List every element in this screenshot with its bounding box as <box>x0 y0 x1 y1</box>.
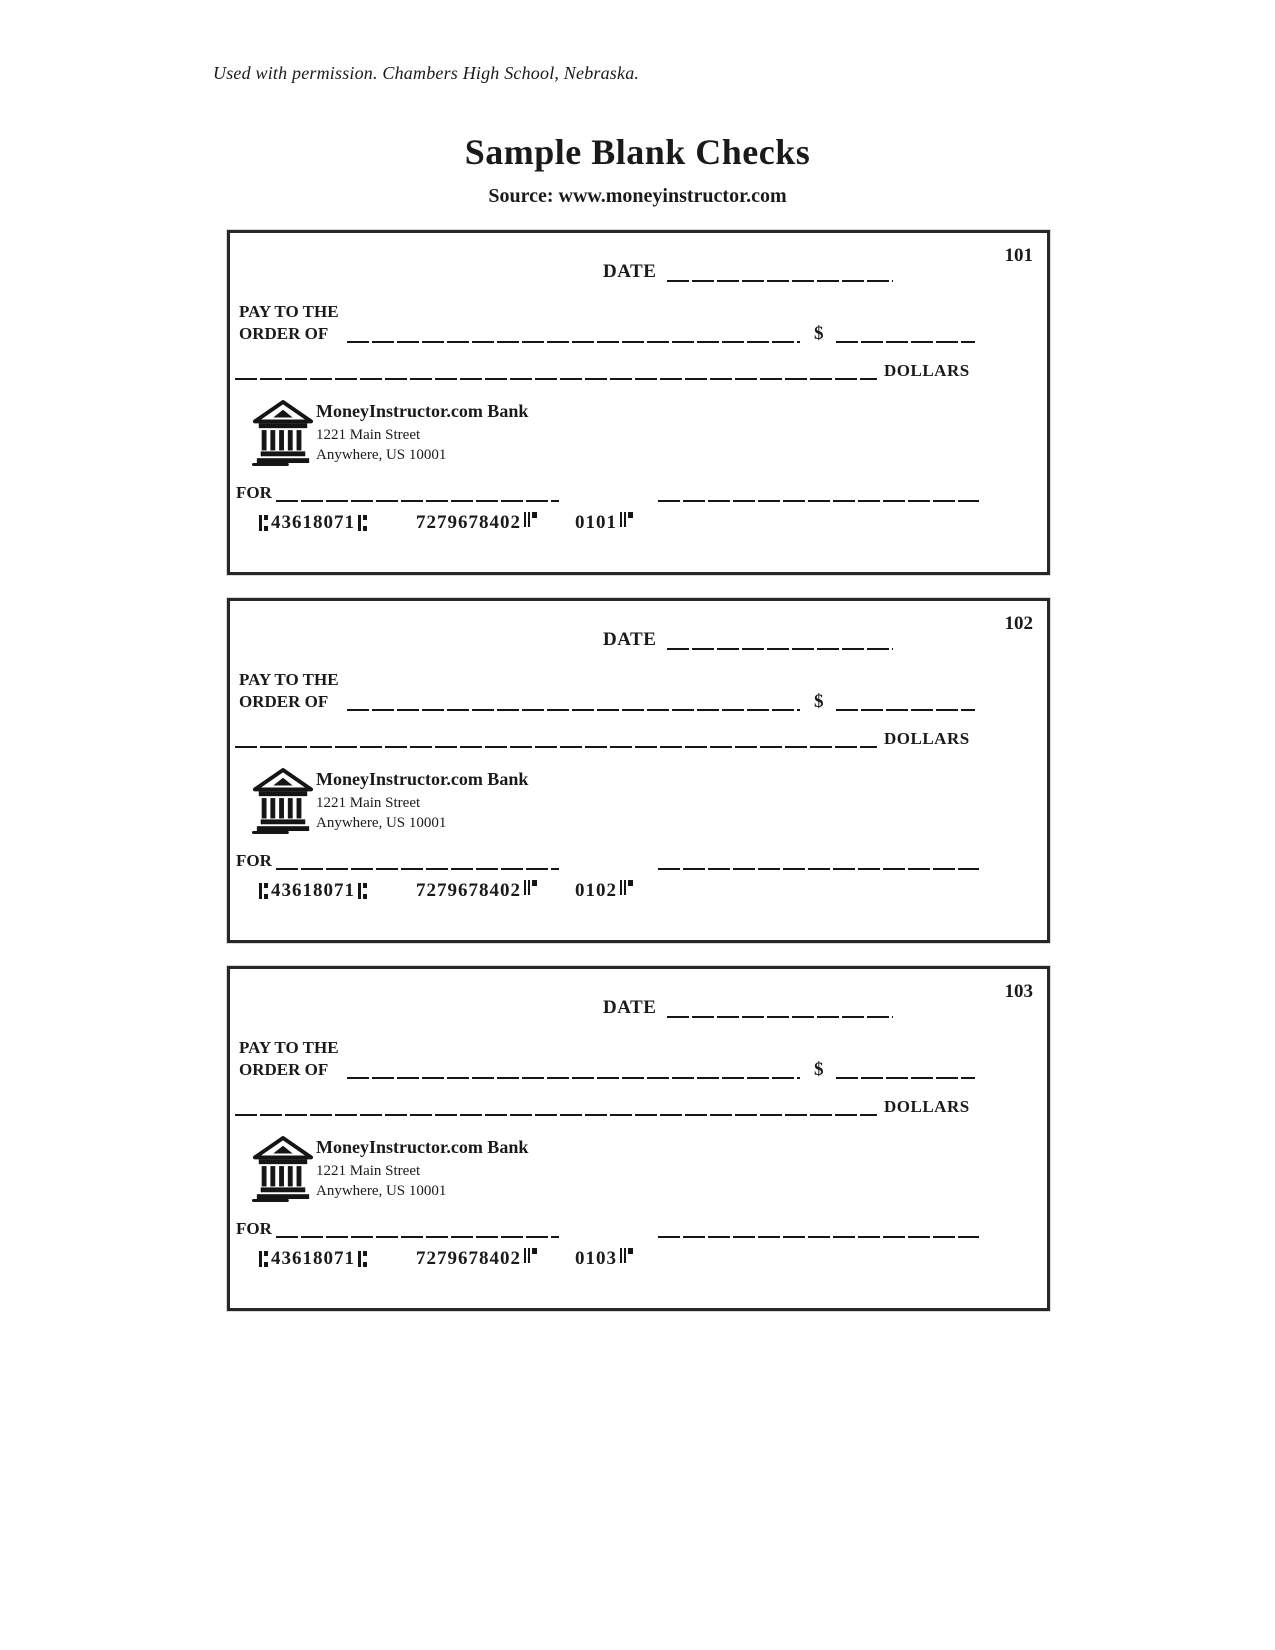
dollar-sign: $ <box>814 1059 824 1080</box>
micr-routing-number: 43618071 <box>271 880 355 901</box>
for-blank-line <box>276 1236 559 1238</box>
micr-line <box>256 879 633 903</box>
micr-transit-icon <box>358 883 367 899</box>
dollar-sign: $ <box>814 691 824 712</box>
date-label: DATE <box>603 997 657 1018</box>
date-blank-line <box>667 1016 893 1018</box>
check <box>227 230 1050 575</box>
micr-routing-group <box>256 512 370 534</box>
micr-account-number: 7279678402 <box>416 512 521 533</box>
permission-note: Used with permission. Chambers High School, Nebraska. <box>213 63 640 83</box>
date-blank-line <box>667 648 893 650</box>
dollars-label: DOLLARS <box>884 729 970 748</box>
micr-routing-number: 43618071 <box>271 512 355 533</box>
micr-transit-icon <box>259 883 268 899</box>
source-line: Source: www.moneyinstructor.com <box>488 185 787 207</box>
micr-serial-group <box>575 512 633 534</box>
pay-to-the-label: PAY TO THE <box>239 670 339 689</box>
for-blank-line <box>276 500 559 502</box>
order-of-label: ORDER OF <box>239 324 329 343</box>
micr-onus-icon <box>620 1248 633 1264</box>
amount-words-blank-line <box>235 1114 877 1116</box>
micr-routing-group <box>256 880 370 902</box>
check <box>227 966 1050 1311</box>
bank-city: Anywhere, US 10001 <box>316 1183 447 1199</box>
check <box>227 598 1050 943</box>
bank-info-block <box>316 401 636 465</box>
micr-transit-icon <box>259 515 268 531</box>
micr-transit-icon <box>358 1251 367 1267</box>
micr-check-serial: 0101 <box>575 512 617 533</box>
order-of-label: ORDER OF <box>239 1060 329 1079</box>
date-label: DATE <box>603 629 657 650</box>
check-number: 103 <box>1004 981 1033 1002</box>
bank-building-icon <box>252 399 314 467</box>
micr-serial-group <box>575 1248 633 1270</box>
check-number: 101 <box>1004 245 1033 266</box>
for-label: FOR <box>236 483 272 502</box>
pay-to-the-label: PAY TO THE <box>239 302 339 321</box>
micr-account-group <box>416 1248 537 1270</box>
micr-onus-icon <box>524 1248 537 1264</box>
micr-routing-number: 43618071 <box>271 1248 355 1269</box>
micr-transit-icon <box>259 1251 268 1267</box>
bank-street: 1221 Main Street <box>316 427 421 443</box>
order-of-label: ORDER OF <box>239 692 329 711</box>
payee-blank-line <box>347 1077 800 1079</box>
bank-street: 1221 Main Street <box>316 1163 421 1179</box>
bank-name: MoneyInstructor.com Bank <box>316 1137 529 1157</box>
for-blank-line <box>276 868 559 870</box>
micr-onus-icon <box>524 512 537 528</box>
date-blank-line <box>667 280 893 282</box>
micr-account-group <box>416 880 537 902</box>
bank-city: Anywhere, US 10001 <box>316 815 447 831</box>
check-number: 102 <box>1004 613 1033 634</box>
micr-onus-icon <box>620 880 633 896</box>
checks-list <box>227 230 1050 1334</box>
micr-routing-group <box>256 1248 370 1270</box>
micr-account-group <box>416 512 537 534</box>
signature-blank-line <box>658 500 979 502</box>
amount-words-blank-line <box>235 746 877 748</box>
amount-blank-line <box>836 709 975 711</box>
pay-to-the-label: PAY TO THE <box>239 1038 339 1057</box>
micr-serial-group <box>575 880 633 902</box>
micr-onus-icon <box>620 512 633 528</box>
signature-blank-line <box>658 868 979 870</box>
bank-name: MoneyInstructor.com Bank <box>316 769 529 789</box>
bank-name: MoneyInstructor.com Bank <box>316 401 529 421</box>
micr-line <box>256 1247 633 1271</box>
for-label: FOR <box>236 1219 272 1238</box>
bank-building-icon <box>252 767 314 835</box>
dollars-label: DOLLARS <box>884 361 970 380</box>
micr-account-number: 7279678402 <box>416 880 521 901</box>
micr-transit-icon <box>358 515 367 531</box>
micr-check-serial: 0103 <box>575 1248 617 1269</box>
micr-check-serial: 0102 <box>575 880 617 901</box>
dollars-label: DOLLARS <box>884 1097 970 1116</box>
bank-street: 1221 Main Street <box>316 795 421 811</box>
for-label: FOR <box>236 851 272 870</box>
payee-blank-line <box>347 709 800 711</box>
dollar-sign: $ <box>814 323 824 344</box>
amount-words-blank-line <box>235 378 877 380</box>
micr-onus-icon <box>524 880 537 896</box>
page-title: Sample Blank Checks <box>464 132 811 172</box>
payee-blank-line <box>347 341 800 343</box>
micr-account-number: 7279678402 <box>416 1248 521 1269</box>
date-label: DATE <box>603 261 657 282</box>
bank-building-icon <box>252 1135 314 1203</box>
bank-info-block <box>316 769 636 833</box>
signature-blank-line <box>658 1236 979 1238</box>
bank-city: Anywhere, US 10001 <box>316 447 447 463</box>
amount-blank-line <box>836 341 975 343</box>
bank-info-block <box>316 1137 636 1201</box>
amount-blank-line <box>836 1077 975 1079</box>
micr-line <box>256 511 633 535</box>
